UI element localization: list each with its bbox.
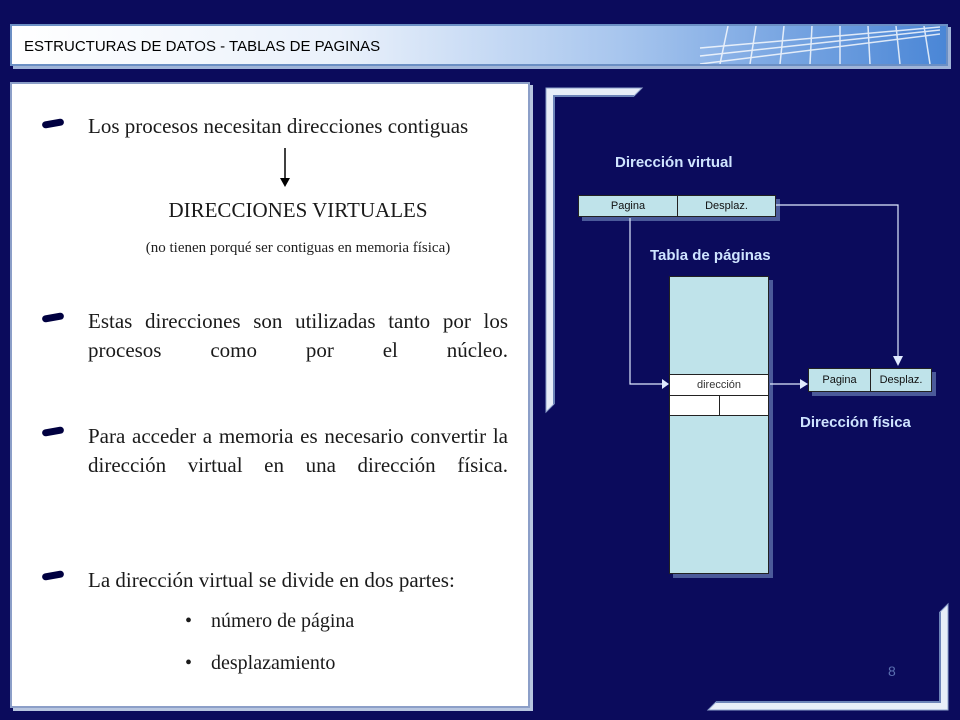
virtual-offset-cell: Desplaz. [677,196,775,216]
list-item [185,652,335,675]
point-contiguous: Los procesos necesitan direcciones contiguas [88,114,469,138]
list-item-label: desplazamiento [211,652,336,674]
point-division: La dirección virtual se divide en dos partes: [88,568,455,592]
physical-page-cell: Pagina [822,374,857,386]
virtual-address-label: Dirección virtual [615,154,733,171]
title-bar [10,24,948,66]
list-item [185,610,354,633]
physical-address-box [808,368,932,392]
virtual-page-cell: Pagina [610,200,646,212]
grid-decoration [680,26,940,64]
bullet-dot-icon: • [185,610,193,632]
page-table-label: Tabla de páginas [650,247,771,264]
bullet-dot-icon: • [185,652,193,674]
page-table-entry: dirección [670,374,768,396]
virtual-address-box [578,195,776,217]
page-table [669,276,769,574]
point-translation: Para acceder a memoria es necesario convertir la dirección virtual en una dirección física. [88,424,508,477]
virtual-heading: DIRECCIONES VIRTUALES [168,198,428,222]
list-item-label: número de página [211,610,355,632]
page-number: 8 [888,663,896,679]
corner-bracket-top-left [540,82,650,417]
point-kernel: Estas direcciones son utilizadas tanto por los procesos como por el núcleo. [88,309,508,362]
page-table-entry-split [670,396,768,416]
physical-offset-cell: Desplaz. [870,369,931,391]
slide-title: ESTRUCTURAS DE DATOS - TABLAS DE PAGINAS [24,38,381,55]
physical-address-label: Dirección física [800,414,911,431]
corner-bracket-bottom-right [704,600,954,715]
virtual-note: (no tienen porqué ser contiguas en memoria física) [145,240,451,256]
